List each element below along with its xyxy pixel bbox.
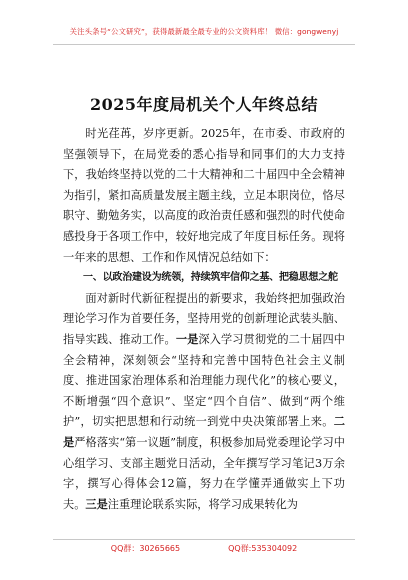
keyword-one: 一是 [175, 332, 199, 346]
footer-contacts [0, 543, 408, 554]
keyword-three: 三是 [85, 497, 108, 511]
document-title: 2025年度局机关个人年终总结 [89, 95, 319, 114]
paragraph-text: 深入学习贯彻党的二十届四中全会精神，深刻领会“坚持和完善中国特色社会主义制度、推进国家治理体系和治理能力现代化”的核心要义，不断增强“四个意识”、坚定“四个自信”、做到“两个维护”，切实把思想和行动统一到党中央决策部署上来。 [63, 332, 345, 429]
paragraph-text: 严格落实“第一议题”制度，积极参加局党委理论学习中心组学习、支部主题党日活动，全年撰写学习笔记3万余字，撰写心得体会12篇，努力在学懂弄通做实上下功夫。 [63, 435, 345, 511]
keyword-two: 二是 [63, 415, 345, 449]
footer-qq-group-2: QQ群:535304092 [228, 544, 298, 553]
footer-qq-group-1: QQ群：30265665 [110, 544, 181, 553]
header-promo-note: 关注头条号“公文研究”，获得最新最全最专业的公文资料库！ 微信：gongwenyj [69, 27, 339, 36]
header-divider [53, 44, 355, 45]
document-body [63, 124, 345, 515]
section-heading-1: 一、以政治建设为统领，持续筑牢信仰之基、把稳思想之舵 [83, 272, 338, 284]
intro-paragraph: 时光荏苒，岁序更新。2025年，在市委、市政府的坚强领导下，在局党委的悉心指导和同事们的大力支持下，我始终坚持以党的二十大精神和二十届四中全会精神为指引，紧扣高质量发展主题主线，立足本职岗位，恪尽职守、勤勉务实，以高度的政治责任感和强烈的时代使命感投身于各项工作中，较好地完成了年度目标任务。现将一年来的思想、工作和作风情况总结如下： [63, 127, 345, 264]
paragraph-text: 面对新时代新征程提出的新要求，我始终把加强政治理论学习作为首要任务，坚持用党的创新理论武装头脑、指导实践、推动工作。 [63, 291, 345, 346]
section1-paragraph [63, 289, 345, 516]
footer-divider [53, 539, 355, 540]
paragraph-text: 注重理论联系实际，将学习成果转化为 [107, 497, 298, 511]
